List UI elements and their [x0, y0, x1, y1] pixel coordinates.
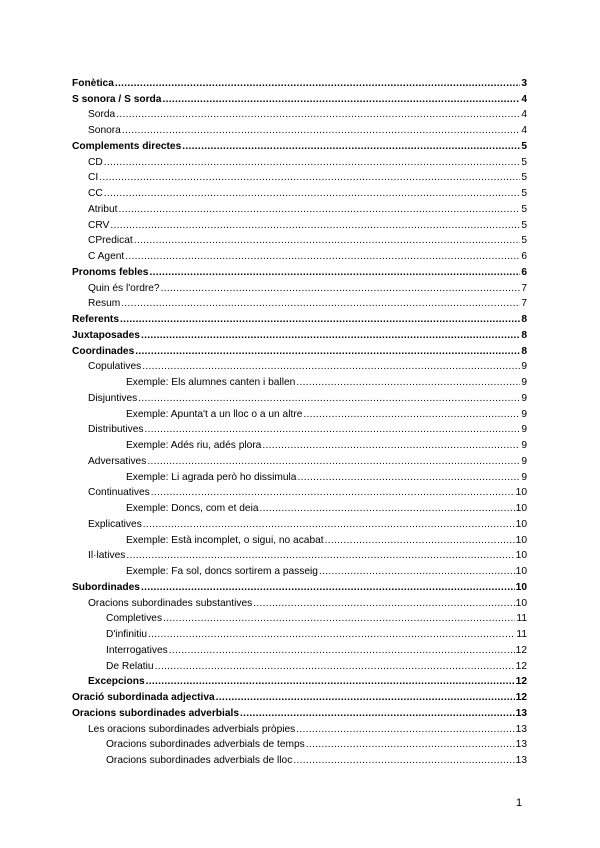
toc-entry-title: Exemple: Li agrada però ho dissimula	[126, 471, 297, 483]
toc-entry[interactable]	[72, 169, 527, 185]
toc-entry-page: 10	[515, 503, 527, 514]
toc-entry[interactable]	[72, 499, 527, 515]
toc-entry[interactable]	[72, 704, 527, 720]
toc-entry[interactable]	[72, 736, 527, 752]
dot-leader	[135, 346, 520, 358]
dot-leader	[116, 109, 520, 121]
dot-leader	[216, 692, 515, 704]
toc-entry-page: 8	[521, 329, 527, 341]
toc-entry[interactable]	[72, 547, 527, 563]
dot-leader	[121, 298, 520, 310]
toc-entry-title: CC	[88, 188, 103, 199]
dot-leader	[303, 409, 520, 421]
toc-entry-title: D'infinitiu	[106, 629, 148, 640]
dot-leader	[118, 204, 520, 216]
toc-entry-title: Adversatives	[88, 455, 147, 467]
toc-entry-page: 10	[515, 581, 527, 593]
toc-entry[interactable]	[72, 342, 527, 358]
toc-entry-title: Sonora	[88, 125, 121, 136]
toc-entry[interactable]	[72, 657, 527, 673]
toc-entry-page: 13	[515, 707, 527, 719]
toc-entry-title: Il·latives	[88, 550, 126, 562]
toc-entry-title: De Relatiu	[106, 660, 154, 672]
dot-leader	[296, 724, 514, 736]
toc-entry-title: Completives	[106, 613, 163, 625]
toc-entry[interactable]	[72, 74, 527, 90]
dot-leader	[99, 172, 520, 184]
dot-leader	[296, 377, 520, 389]
toc-entry[interactable]	[72, 232, 527, 248]
dot-leader	[169, 645, 515, 657]
toc-entry-title: Quin és l'ordre?	[88, 282, 160, 294]
toc-entry-title: Juxtaposades	[72, 329, 140, 341]
dot-leader	[253, 598, 514, 610]
dot-leader	[141, 582, 515, 594]
dot-leader	[143, 519, 515, 531]
toc-entry-page: 9	[521, 392, 527, 404]
toc-entry-page: 3	[521, 77, 527, 89]
toc-entry-page: 5	[521, 172, 527, 184]
toc-entry[interactable]	[72, 184, 527, 200]
dot-leader	[306, 739, 515, 751]
toc-entry-page: 10	[515, 518, 527, 530]
toc-entry[interactable]	[72, 216, 527, 232]
dot-leader	[149, 267, 520, 279]
toc-entry-title: CD	[88, 156, 103, 168]
toc-entry[interactable]	[72, 468, 527, 484]
dot-leader	[155, 661, 515, 673]
dot-leader	[147, 456, 520, 468]
toc-entry-title: Pronoms febles	[72, 266, 149, 278]
toc-entry[interactable]	[72, 515, 527, 531]
toc-entry[interactable]	[72, 121, 527, 137]
toc-entry[interactable]	[72, 137, 527, 153]
toc-entry-title: Fonètica	[72, 77, 114, 89]
dot-leader	[142, 361, 520, 373]
toc-entry-page: 9	[521, 377, 527, 388]
toc-entry-title: Resum	[88, 298, 121, 310]
dot-leader	[161, 283, 521, 295]
toc-entry[interactable]	[72, 562, 527, 578]
toc-entry-title: Les oracions subordinades adverbials pròpies	[88, 723, 296, 735]
toc-entry[interactable]	[72, 720, 527, 736]
toc-entry[interactable]	[72, 373, 527, 389]
toc-entry-page: 5	[521, 188, 527, 199]
toc-entry-title: CRV	[88, 219, 110, 231]
dot-leader	[325, 535, 515, 547]
toc-entry-title: Copulatives	[88, 361, 142, 373]
toc-entry-page: 9	[521, 455, 527, 467]
toc-entry-title: Coordinades	[72, 345, 135, 357]
toc-entry[interactable]	[72, 389, 527, 405]
toc-entry[interactable]	[72, 326, 527, 342]
dot-leader	[297, 472, 520, 484]
toc-entry[interactable]	[72, 578, 527, 594]
toc-entry-title: Distributives	[88, 424, 144, 436]
toc-entry[interactable]	[72, 405, 527, 421]
dot-leader	[262, 440, 520, 452]
dot-leader	[141, 330, 520, 342]
toc-entry-page: 11	[516, 629, 527, 640]
toc-entry-page: 4	[521, 125, 527, 136]
toc-entry-title: Oracions subordinades adverbials de lloc	[106, 755, 293, 766]
toc-entry-page: 11	[516, 613, 527, 625]
toc-entry-page: 10	[515, 534, 527, 546]
toc-entry-page: 9	[521, 408, 527, 420]
toc-entry-title: Exemple: Doncs, com et deia	[126, 503, 259, 514]
toc-entry[interactable]	[72, 421, 527, 437]
toc-entry[interactable]	[72, 688, 527, 704]
toc-entry-page: 7	[521, 282, 527, 294]
dot-leader	[122, 125, 520, 137]
toc-entry[interactable]	[72, 247, 527, 263]
toc-entry[interactable]	[72, 295, 527, 311]
toc-entry-title: Explicatives	[88, 518, 142, 530]
toc-entry-title: Oracions subordinades substantives	[88, 597, 253, 609]
toc-entry-title: CPredicat	[88, 235, 133, 247]
dot-leader	[125, 251, 520, 263]
dot-leader	[148, 629, 515, 641]
toc-entry-page: 12	[515, 644, 527, 656]
toc-entry-page: 5	[521, 203, 527, 215]
toc-entry-title: Excepcions	[88, 676, 145, 688]
toc-entry[interactable]	[72, 610, 527, 626]
page-number: 1	[516, 797, 523, 809]
dot-leader	[104, 188, 521, 200]
toc-entry-title: Sorda	[88, 109, 116, 121]
toc-entry-page: 10	[515, 550, 527, 562]
dot-leader	[104, 157, 521, 169]
toc-entry-title: Disjuntives	[88, 392, 138, 404]
dot-leader	[126, 550, 514, 562]
toc-entry-page: 10	[515, 597, 527, 609]
toc-entry[interactable]	[72, 263, 527, 279]
toc-entry-page: 8	[521, 314, 527, 325]
toc-entry-title: Exemple: Fa sol, doncs sortirem a passeig	[126, 566, 318, 577]
toc-entry-page: 13	[515, 755, 527, 766]
toc-entry[interactable]	[72, 531, 527, 547]
toc-entry[interactable]	[72, 641, 527, 657]
table-of-contents	[72, 74, 527, 767]
dot-leader	[293, 755, 514, 767]
toc-entry-title: Interrogatives	[106, 644, 168, 656]
dot-leader	[120, 314, 520, 326]
dot-leader	[138, 393, 520, 405]
toc-entry-title: Exemple: Està incomplet, o sigui, no acabat	[126, 534, 324, 546]
dot-leader	[146, 676, 515, 688]
toc-entry-title: Continuatives	[88, 487, 150, 499]
dot-leader	[182, 141, 520, 153]
dot-leader	[319, 566, 515, 578]
toc-entry-page: 12	[515, 692, 527, 703]
toc-entry[interactable]	[72, 310, 527, 326]
toc-entry[interactable]	[72, 436, 527, 452]
toc-entry[interactable]	[72, 279, 527, 295]
dot-leader	[134, 235, 521, 247]
toc-entry-title: Atribut	[88, 203, 118, 215]
toc-entry-page: 12	[515, 660, 527, 672]
toc-entry-page: 5	[521, 235, 527, 247]
toc-entry-title: CI	[88, 172, 99, 184]
toc-entry-title: Complements directes	[72, 140, 182, 152]
toc-entry[interactable]	[72, 625, 527, 641]
toc-entry-title: S sonora / S sorda	[72, 93, 162, 105]
toc-entry[interactable]	[72, 452, 527, 468]
toc-entry-title: Oracions subordinades adverbials	[72, 707, 240, 719]
dot-leader	[260, 503, 515, 515]
toc-entry[interactable]	[72, 106, 527, 122]
toc-entry-page: 12	[515, 676, 527, 688]
dot-leader	[162, 94, 520, 106]
dot-leader	[144, 424, 520, 436]
dot-leader	[151, 487, 515, 499]
toc-entry[interactable]	[72, 673, 527, 689]
toc-entry-page: 4	[521, 109, 527, 121]
toc-entry-title: Referents	[72, 314, 119, 325]
toc-entry-title: C Agent	[88, 251, 125, 262]
toc-entry[interactable]	[72, 751, 527, 767]
toc-entry-page: 5	[521, 140, 527, 152]
toc-entry-page: 10	[515, 487, 527, 499]
dot-leader	[110, 220, 520, 232]
toc-entry-title: Subordinades	[72, 581, 140, 593]
toc-entry-page: 5	[521, 219, 527, 231]
toc-entry-page: 5	[521, 156, 527, 168]
toc-entry-title: Exemple: Adés riu, adés plora	[126, 440, 262, 451]
toc-entry[interactable]	[72, 90, 527, 106]
toc-entry-page: 9	[521, 361, 527, 373]
dot-leader	[240, 708, 515, 720]
dot-leader	[115, 78, 520, 90]
toc-entry-page: 6	[521, 251, 527, 262]
toc-entry-title: Exemple: Apunta't a un lloc o a un altre	[126, 408, 303, 420]
dot-leader	[163, 613, 515, 625]
toc-entry[interactable]	[72, 484, 527, 500]
toc-entry-page: 6	[521, 266, 527, 278]
toc-entry-page: 9	[521, 440, 527, 451]
toc-entry-page: 13	[515, 723, 527, 735]
toc-entry[interactable]	[72, 358, 527, 374]
toc-entry-page: 13	[515, 739, 527, 751]
toc-entry[interactable]	[72, 594, 527, 610]
toc-entry-page: 4	[521, 93, 527, 105]
toc-entry[interactable]	[72, 153, 527, 169]
toc-entry[interactable]	[72, 200, 527, 216]
toc-entry-page: 10	[515, 566, 527, 577]
toc-entry-page: 7	[521, 298, 527, 310]
toc-entry-title: Exemple: Els alumnes canten i ballen	[126, 377, 296, 388]
toc-entry-title: Oracions subordinades adverbials de temps	[106, 739, 305, 751]
toc-entry-title: Oració subordinada adjectiva	[72, 692, 215, 703]
toc-entry-page: 8	[521, 345, 527, 357]
toc-entry-page: 9	[521, 424, 527, 436]
toc-entry-page: 9	[521, 471, 527, 483]
